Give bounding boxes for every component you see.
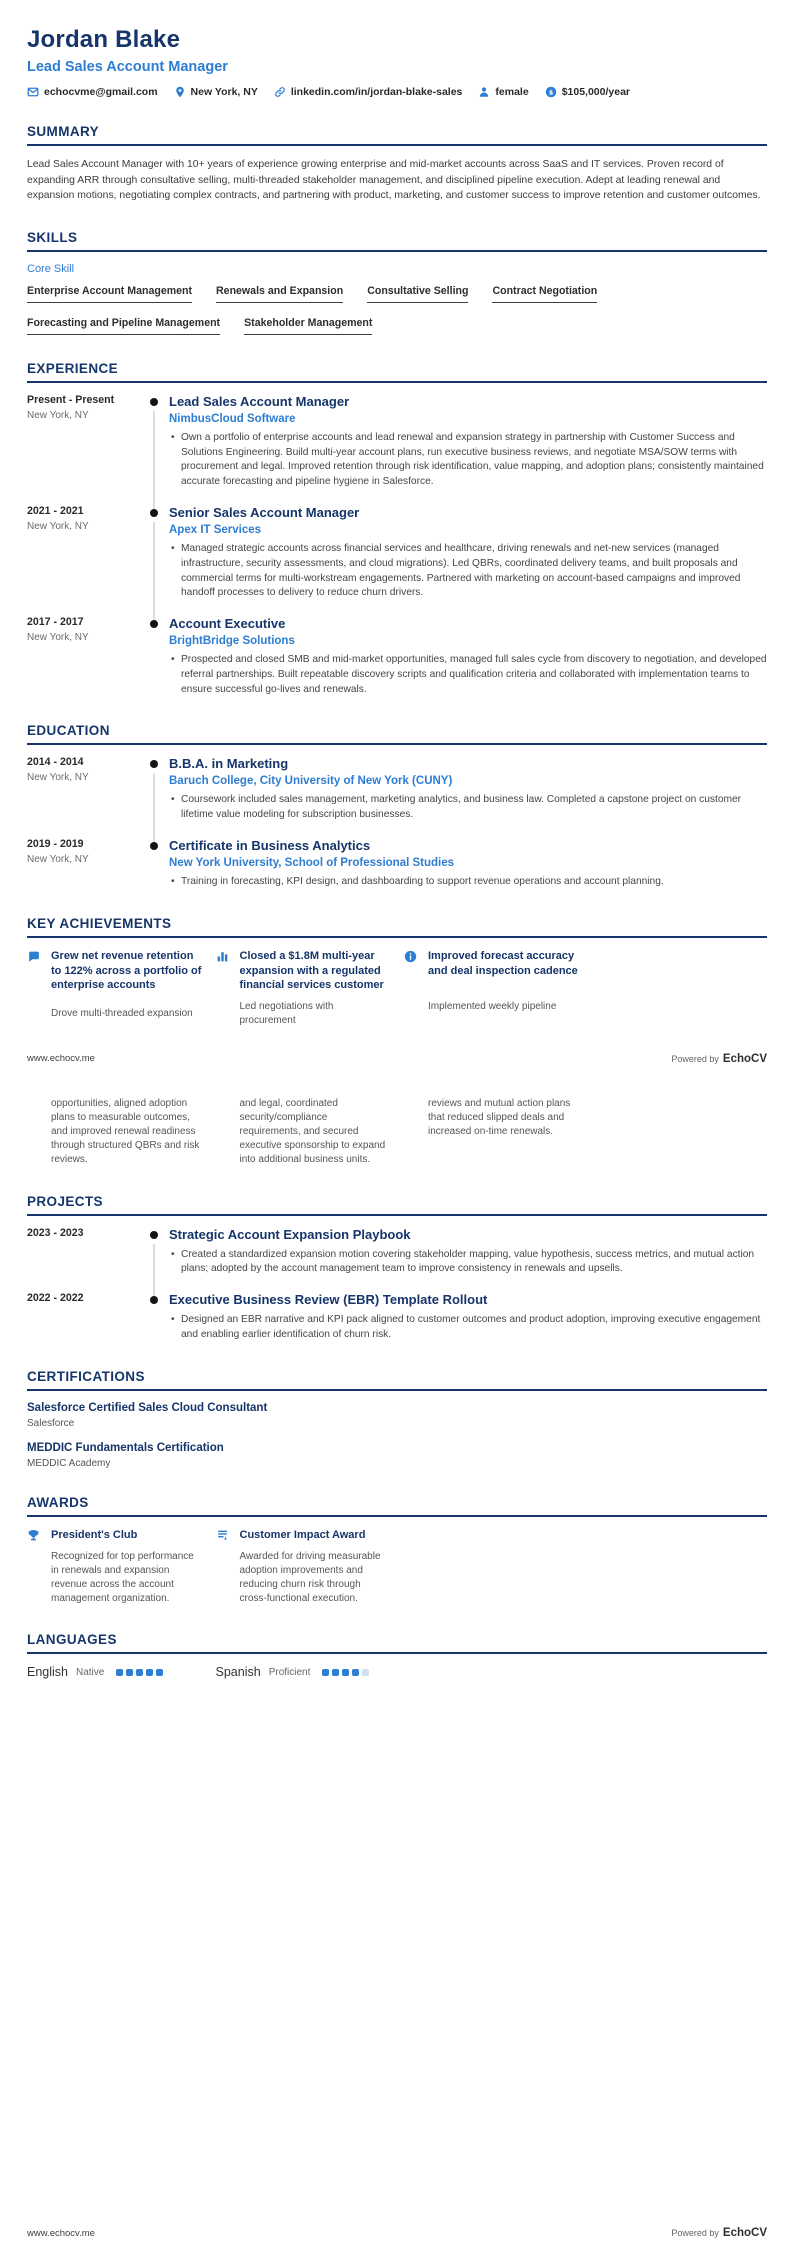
job-title: Senior Sales Account Manager <box>169 504 360 520</box>
section-projects <box>27 1194 767 1343</box>
section-key-achievements <box>27 916 767 1029</box>
page-footer-bottom <box>27 2227 767 2239</box>
entry-meta <box>27 616 139 697</box>
entry-date: 2022 - 2022 <box>27 1292 84 1305</box>
company-name: Apex IT Services <box>169 523 262 536</box>
timeline-dot <box>150 1296 158 1304</box>
school-name: Baruch College, City University of New York (CUNY) <box>169 775 453 788</box>
language-level-dots <box>322 1669 369 1676</box>
section-languages <box>27 1632 767 1679</box>
section-awards <box>27 1495 767 1607</box>
trophy-icon <box>27 1529 40 1542</box>
skill-item: Contract Negotiation <box>492 285 597 303</box>
degree-title: B.B.A. in Marketing <box>169 756 289 772</box>
entry-body <box>169 756 767 823</box>
footer-powered-prefix: Powered by <box>671 1053 719 1064</box>
skill-item: Renewals and Expansion <box>216 285 343 303</box>
level-dot <box>126 1669 133 1676</box>
project-title: Executive Business Review (EBR) Template Rollout <box>169 1292 488 1308</box>
entry-date: 2021 - 2021 <box>27 504 84 517</box>
timeline-gutter <box>139 394 169 490</box>
contact-salary-label: $105,000/year <box>561 86 631 98</box>
achievement-title: Closed a $1.8M multi-year expansion with a regulated financial services customer <box>239 949 384 992</box>
certification-title: Salesforce Certified Sales Cloud Consultant <box>27 1401 268 1414</box>
link-icon <box>274 86 286 98</box>
entry-location: New York, NY <box>27 520 89 532</box>
certification-issuer: MEDDIC Academy <box>27 1457 111 1469</box>
contact-row <box>27 86 767 98</box>
timeline-gutter <box>139 1292 169 1343</box>
achievement-desc: Implemented weekly pipeline <box>428 1000 557 1012</box>
timeline-gutter <box>139 838 169 890</box>
achievements-grid <box>27 949 767 1029</box>
language-level: Proficient <box>268 1666 311 1678</box>
entry-body <box>169 838 767 890</box>
achievement-desc-continued: opportunities, aligned adoption plans to measurable outcomes, and improved renewal readiness through structured QBRs and risk reviews. <box>51 1097 200 1166</box>
mail-icon <box>27 86 39 98</box>
key-achievements-heading: KEY ACHIEVEMENTS <box>27 916 767 938</box>
bullet: • Coursework included sales management, marketing analytics, and business law. Completed a capstone project on customer lifetime value modeling for subscription businesses. <box>169 793 767 823</box>
awards-grid <box>27 1528 767 1607</box>
language-item <box>216 1665 391 1679</box>
achievement-desc-continued: reviews and mutual action plans that reduced slipped deals and increased on-time renewals. <box>428 1097 571 1138</box>
level-dot <box>362 1669 369 1676</box>
awards-heading: AWARDS <box>27 1495 767 1517</box>
timeline-dot <box>150 760 158 768</box>
entry-meta <box>27 1227 139 1278</box>
achievement-title: Improved forecast accuracy and deal inspection cadence <box>428 949 578 977</box>
entry-meta <box>27 394 139 490</box>
bullet-list <box>169 1313 767 1343</box>
level-dot <box>146 1669 153 1676</box>
experience-entry <box>27 616 767 697</box>
project-entry <box>27 1292 767 1343</box>
skill-item: Forecasting and Pipeline Management <box>27 317 220 335</box>
certification-item <box>27 1402 767 1429</box>
entry-body <box>169 1292 767 1343</box>
footer-site-link[interactable]: www.echocv.me <box>27 1053 95 1065</box>
entry-body <box>169 616 767 697</box>
level-dot <box>342 1669 349 1676</box>
timeline-line <box>153 522 155 620</box>
certifications-heading: CERTIFICATIONS <box>27 1369 767 1391</box>
bar-chart-icon <box>216 950 229 963</box>
achievement-desc-continued: and legal, coordinated security/compliance requirements, and secured executive sponsorship to expand into additional business units. <box>239 1097 386 1166</box>
achievements-continued-grid <box>27 1097 767 1168</box>
languages-heading: LANGUAGES <box>27 1632 767 1654</box>
certification-title: MEDDIC Fundamentals Certification <box>27 1441 224 1454</box>
job-title: Account Executive <box>169 616 286 632</box>
contact-salary <box>545 86 630 98</box>
section-experience <box>27 361 767 698</box>
achievement-desc: Led negotiations with procurement <box>239 1001 334 1027</box>
entry-meta <box>27 505 139 601</box>
award-desc: Recognized for top performance in renewals and expansion revenue across the account management organization. <box>51 1550 194 1605</box>
bullet-list <box>169 875 767 890</box>
bullet-list <box>169 1248 767 1278</box>
candidate-name: Jordan Blake <box>27 26 181 53</box>
skill-item: Stakeholder Management <box>244 317 372 335</box>
entry-date: Present - Present <box>27 393 115 406</box>
section-skills <box>27 230 767 335</box>
skill-list <box>27 285 767 335</box>
contact-gender <box>478 86 528 98</box>
education-heading: EDUCATION <box>27 723 767 745</box>
timeline-gutter <box>139 505 169 601</box>
skill-item: Consultative Selling <box>367 285 468 303</box>
entry-location: New York, NY <box>27 409 89 421</box>
section-education <box>27 723 767 889</box>
school-name: New York University, School of Professional Studies <box>169 856 455 869</box>
contact-email[interactable] <box>27 86 158 98</box>
entry-location: New York, NY <box>27 853 89 865</box>
page-footer <box>27 1053 767 1065</box>
entry-meta <box>27 838 139 890</box>
footer-site-link[interactable]: www.echocv.me <box>27 2227 95 2239</box>
contact-location <box>174 86 258 98</box>
level-dot <box>116 1669 123 1676</box>
contact-email-label: echocvme@gmail.com <box>44 86 158 98</box>
experience-entry <box>27 505 767 601</box>
contact-gender-label: female <box>495 86 529 98</box>
achievement-title: Grew net revenue retention to 122% across a portfolio of enterprise accounts <box>51 949 202 992</box>
level-dot <box>322 1669 329 1676</box>
bullet-list <box>169 653 767 697</box>
entry-date: 2023 - 2023 <box>27 1226 84 1239</box>
bullet-list <box>169 542 767 601</box>
entry-date: 2017 - 2017 <box>27 616 84 629</box>
company-name: BrightBridge Solutions <box>169 635 295 648</box>
award-card <box>216 1528 391 1607</box>
entry-location: New York, NY <box>27 772 89 784</box>
education-entry <box>27 756 767 823</box>
projects-heading: PROJECTS <box>27 1194 767 1216</box>
company-name: NimbusCloud Software <box>169 412 296 425</box>
skill-item: Enterprise Account Management <box>27 285 192 303</box>
entry-date: 2014 - 2014 <box>27 756 84 769</box>
person-icon <box>478 86 490 98</box>
education-entry <box>27 838 767 890</box>
skills-group-label: Core Skill <box>27 262 75 275</box>
entry-body <box>169 394 767 490</box>
languages-grid <box>27 1665 767 1679</box>
timeline-line <box>153 411 155 509</box>
entry-meta <box>27 756 139 823</box>
contact-linkedin[interactable] <box>274 86 463 98</box>
project-title: Strategic Account Expansion Playbook <box>169 1226 411 1242</box>
achievement-card <box>404 949 579 1029</box>
project-entry <box>27 1227 767 1278</box>
resume-header <box>27 26 767 98</box>
experience-entry <box>27 394 767 490</box>
entry-date: 2019 - 2019 <box>27 837 84 850</box>
timeline-dot <box>150 620 158 628</box>
bullet-list <box>169 793 767 823</box>
footer-powered-by <box>671 2227 767 2239</box>
achievement-desc: Drove multi-threaded expansion <box>51 1008 193 1020</box>
level-dot <box>352 1669 359 1676</box>
footer-brand-link[interactable]: EchoCV <box>722 2227 767 2239</box>
language-level: Native <box>76 1666 105 1678</box>
certification-item <box>27 1442 767 1469</box>
timeline-gutter <box>139 616 169 697</box>
timeline-dot <box>150 842 158 850</box>
certification-issuer: Salesforce <box>27 1417 75 1429</box>
achievement-card <box>216 949 391 1029</box>
level-dot <box>156 1669 163 1676</box>
level-dot <box>332 1669 339 1676</box>
section-summary <box>27 124 767 204</box>
timeline-dot <box>150 509 158 517</box>
info-circle-icon <box>404 950 417 963</box>
skills-heading: SKILLS <box>27 230 767 252</box>
chat-bubble-icon <box>27 950 40 963</box>
achievement-card <box>27 949 202 1029</box>
award-desc: Awarded for driving measurable adoption improvements and reducing churn risk through cross-functional execution. <box>239 1550 381 1605</box>
level-dot <box>136 1669 143 1676</box>
salary-icon <box>545 86 557 98</box>
footer-powered-prefix: Powered by <box>671 2228 719 2238</box>
summary-heading: SUMMARY <box>27 124 767 146</box>
bullet: • Designed an EBR narrative and KPI pack aligned to customer outcomes and product adoption, improving executive engagement and enabling earlier identification of churn risk. <box>169 1313 767 1343</box>
timeline-dot <box>150 1231 158 1239</box>
location-pin-icon <box>174 86 186 98</box>
medal-icon <box>216 1529 229 1542</box>
footer-brand-link[interactable]: EchoCV <box>722 1052 767 1065</box>
entry-body <box>169 505 767 601</box>
language-name: Spanish <box>215 1665 261 1680</box>
award-title: Customer Impact Award <box>239 1528 366 1541</box>
entry-meta <box>27 1292 139 1343</box>
timeline-gutter <box>139 1227 169 1278</box>
timeline-line <box>153 773 155 842</box>
entry-body <box>169 1227 767 1278</box>
experience-heading: EXPERIENCE <box>27 361 767 383</box>
bullet: • Training in forecasting, KPI design, and dashboarding to support revenue operations and account planning. <box>169 875 767 890</box>
timeline-line <box>153 1244 155 1297</box>
language-item <box>27 1665 202 1679</box>
contact-location-label: New York, NY <box>190 86 258 98</box>
summary-text: Lead Sales Account Manager with 10+ years of experience growing enterprise and mid-market accounts across SaaS and IT services. Proven record of expanding ARR through consultative selling, multi-threaded stakeholder management, and disciplined pipeline execution. Adept at leading renewal and expansion motions, negotiating complex contracts, and partnering with product, marketing, and customer success to improve retention and customer outcomes. <box>27 159 761 202</box>
bullet: • Own a portfolio of enterprise accounts and lead renewal and expansion strategy in partnership with Customer Success and Solutions Engineering. Build multi-year account plans, run executive business reviews, and negotiate MSA/SOW terms with procurement and legal. Improved retention through risk identification, value mapping, and adoption plans; consistently maintained accurate forecasting and pipeline hygiene in Salesforce. <box>169 431 767 490</box>
degree-title: Certificate in Business Analytics <box>169 837 371 853</box>
entry-location: New York, NY <box>27 632 89 644</box>
svg-text:$: $ <box>548 88 553 97</box>
job-title: Lead Sales Account Manager <box>169 393 350 409</box>
candidate-title: Lead Sales Account Manager <box>27 59 228 75</box>
award-title: President's Club <box>51 1528 138 1541</box>
timeline-gutter <box>139 756 169 823</box>
language-level-dots <box>116 1669 163 1676</box>
page-break-gap <box>27 1065 767 1097</box>
award-card <box>27 1528 202 1607</box>
bullet: • Prospected and closed SMB and mid-market opportunities, managed full sales cycle from discovery to negotiation, and developed referral partnerships. Built repeatable discovery scripts and qualification criteria and collaborated with implementation teams to ensure successful go-lives and renewals. <box>169 653 767 697</box>
bullet: • Managed strategic accounts across financial services and healthcare, driving renewals and net-new services (managed infrastructure, security assessments, and cloud migrations). Led QBRs, coordinated delivery teams, and built proposals and commercial terms for multi-workstream engagements. Partnered with marketing on account-based campaigns and improved handoff processes to delivery to reduce churn drivers. <box>169 542 767 601</box>
footer-powered-by <box>671 1053 767 1065</box>
timeline-dot <box>150 398 158 406</box>
bullet: • Created a standardized expansion motion covering stakeholder mapping, value hypothesis, success metrics, and mutual action plans; adopted by the account management team to improve consistency in renewals and upsells. <box>169 1248 767 1278</box>
contact-linkedin-label: linkedin.com/in/jordan-blake-sales <box>290 86 463 98</box>
language-name: English <box>27 1665 68 1680</box>
section-certifications <box>27 1369 767 1469</box>
bullet-list <box>169 431 767 490</box>
